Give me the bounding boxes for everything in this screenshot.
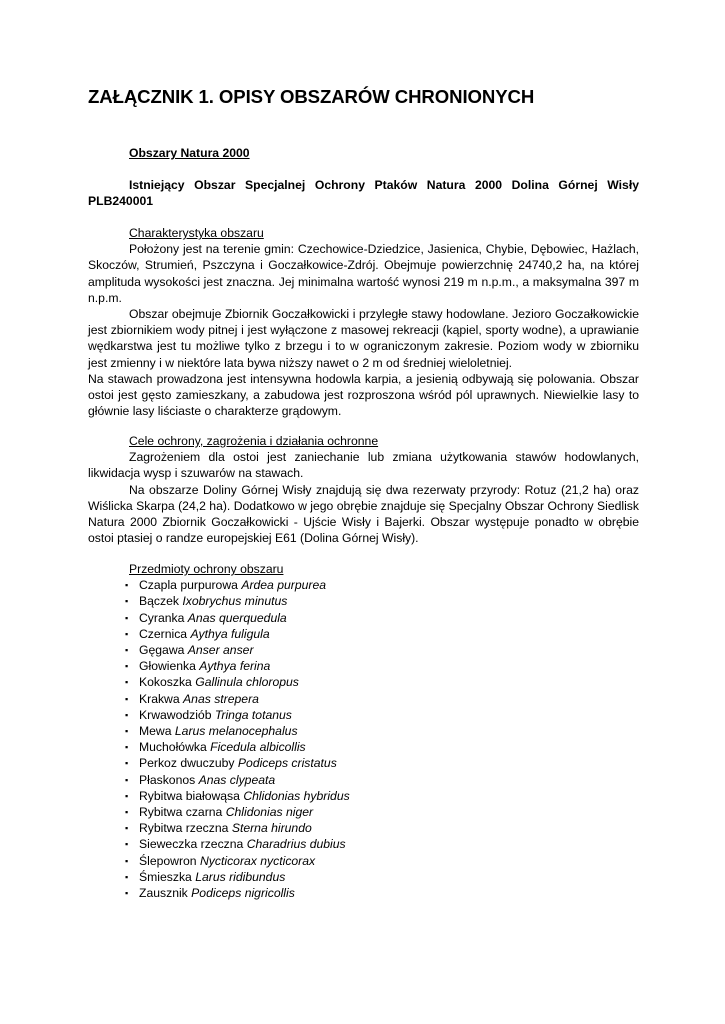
species-common-name: Gęgawa	[139, 643, 185, 658]
bullet-icon: ▪	[125, 774, 129, 785]
bullet-icon: ▪	[125, 871, 129, 882]
species-latin-name: Podiceps nigricollis	[191, 886, 295, 901]
bullet-icon: ▪	[125, 677, 129, 688]
species-item	[88, 788, 639, 804]
species-item	[88, 577, 639, 593]
species-item	[88, 707, 639, 723]
area-name-heading: Istniejący Obszar Specjalnej Ochrony Ptaków Natura 2000 Dolina Górnej Wisły PLB240001	[88, 178, 639, 209]
species-latin-name: Ardea purpurea	[241, 578, 327, 593]
species-item	[88, 755, 639, 771]
species-latin-name: Podiceps cristatus	[237, 756, 337, 771]
species-latin-name: Nycticorax nycticorax	[199, 853, 316, 868]
species-latin-name: Anas clypeata	[198, 772, 276, 787]
species-item	[88, 691, 639, 707]
species-common-name: Rybitwa rzeczna	[139, 821, 229, 836]
species-latin-name: Chlidonias niger	[225, 805, 314, 820]
species-item	[88, 723, 639, 739]
species-common-name: Rybitwa czarna	[139, 805, 223, 820]
species-item	[88, 593, 639, 609]
bullet-icon: ▪	[125, 709, 129, 720]
subjects-section	[88, 561, 639, 901]
page-title: ZAŁĄCZNIK 1. OPISY OBSZARÓW CHRONIONYCH	[88, 86, 535, 107]
species-latin-name: Chlidonias hybridus	[243, 788, 350, 803]
bullet-icon: ▪	[125, 580, 129, 591]
species-item	[88, 739, 639, 755]
bullet-icon: ▪	[125, 726, 129, 737]
species-latin-name: Tringa totanus	[214, 707, 292, 722]
species-common-name: Cyranka	[139, 610, 185, 625]
bullet-icon: ▪	[125, 645, 129, 656]
species-latin-name: Larus ridibundus	[195, 869, 286, 884]
species-item	[88, 820, 639, 836]
species-common-name: Ślepowron	[139, 853, 197, 868]
characteristics-paragraph: Obszar obejmuje Zbiornik Goczałkowicki i przyległe stawy hodowlane. Jezioro Goczałkowickie jest zbiornikiem wody pitnej i jest wyłączone z masowej rekreacji (kąpiel, sporty wodne), a uprawianie wędkarstwa jest tu możliwe tylko z brzegu i to w ograniczonym zakresie. Poziom wody w zbiorniku jest zmienny i w niektóre lata bywa niższy nawet o 2 m od średniej wieloletniej.	[88, 307, 639, 370]
goals-section	[88, 433, 639, 546]
bullet-icon: ▪	[125, 742, 129, 753]
species-common-name: Bączek	[139, 594, 179, 609]
characteristics-paragraph: Na stawach prowadzona jest intensywna hodowla karpia, a jesienią odbywają się polowania. Obszar ostoi jest gęsto zamieszkany, a zabudowa jest rozproszona wśród pól uprawnych. Niewielkie lasy to głównie lasy liściaste o charakterze grądowym.	[88, 371, 639, 419]
species-item	[88, 642, 639, 658]
species-common-name: Rybitwa białowąsa	[139, 788, 240, 803]
species-latin-name: Ficedula albicollis	[210, 740, 306, 755]
bullet-icon: ▪	[125, 855, 129, 866]
bullet-icon: ▪	[125, 693, 129, 704]
species-latin-name: Anas querquedula	[187, 610, 287, 625]
characteristics-paragraph: Położony jest na terenie gmin: Czechowice-Dziedzice, Jasienica, Chybie, Dębowiec, Hażlach, Skoczów, Strumień, Pszczyna i Goczałkowice-Zdrój. Obejmuje powierzchnię 24740,2 ha, na której amplituda wysokości jest znaczna. Jej minimalna wartość wynosi 219 m n.p.m., a maksymalna 397 m n.p.m.	[88, 242, 639, 305]
species-common-name: Muchołówka	[139, 740, 207, 755]
species-common-name: Śmieszka	[139, 869, 192, 884]
species-common-name: Perkoz dwuczuby	[139, 756, 235, 771]
species-common-name: Płaskonos	[139, 772, 196, 787]
species-item	[88, 658, 639, 674]
species-latin-name: Larus melanocephalus	[174, 724, 298, 739]
bullet-icon: ▪	[125, 661, 129, 672]
species-common-name: Mewa	[139, 724, 172, 739]
bullet-icon: ▪	[125, 823, 129, 834]
species-item	[88, 610, 639, 626]
species-latin-name: Ixobrychus minutus	[182, 594, 288, 609]
bullet-icon: ▪	[125, 807, 129, 818]
species-common-name: Kokoszka	[139, 675, 192, 690]
species-list	[88, 577, 639, 901]
species-common-name: Zausznik	[139, 886, 188, 901]
species-latin-name: Sterna hirundo	[231, 821, 312, 836]
bullet-icon: ▪	[125, 612, 129, 623]
bullet-icon: ▪	[125, 839, 129, 850]
species-item	[88, 674, 639, 690]
characteristics-heading: Charakterystyka obszaru	[129, 226, 264, 240]
species-common-name: Czapla purpurowa	[139, 578, 238, 593]
species-item	[88, 836, 639, 852]
bullet-icon: ▪	[125, 790, 129, 801]
subjects-heading: Przedmioty ochrony obszaru	[129, 562, 284, 576]
species-item	[88, 804, 639, 820]
species-common-name: Krakwa	[139, 691, 180, 706]
species-item	[88, 626, 639, 642]
species-item	[88, 853, 639, 869]
species-item	[88, 772, 639, 788]
species-latin-name: Aythya fuligula	[190, 626, 270, 641]
bullet-icon: ▪	[125, 596, 129, 607]
species-item	[88, 885, 639, 901]
species-common-name: Czernica	[139, 626, 188, 641]
goals-paragraph: Na obszarze Doliny Górnej Wisły znajdują się dwa rezerwaty przyrody: Rotuz (21,2 ha) oraz Wiślicka Skarpa (24,2 ha). Dodatkowo w jego obrębie znajduje się Specjalny Obszar Ochrony Siedlisk Natura 2000 Zbiornik Goczałkowicki - Ujście Wisły i Bajerki. Obszar występuje ponadto w obrębie ostoi ptasiej o randze europejskiej E61 (Dolina Górnej Wisły).	[88, 482, 639, 546]
species-latin-name: Aythya ferina	[199, 659, 271, 674]
species-latin-name: Charadrius dubius	[246, 837, 346, 852]
species-common-name: Sieweczka rzeczna	[139, 837, 244, 852]
bullet-icon: ▪	[125, 628, 129, 639]
species-latin-name: Anser anser	[187, 643, 254, 658]
species-item	[88, 869, 639, 885]
species-latin-name: Anas strepera	[183, 691, 259, 706]
section-heading: Obszary Natura 2000	[129, 146, 250, 160]
species-common-name: Głowienka	[139, 659, 196, 674]
bullet-icon: ▪	[125, 758, 129, 769]
species-latin-name: Gallinula chloropus	[195, 675, 299, 690]
goals-heading: Cele ochrony, zagrożenia i działania ochronne	[129, 434, 379, 448]
goals-paragraph: Zagrożeniem dla ostoi jest zaniechanie lub zmiana użytkowania stawów hodowlanych, likwidacja wysp i szuwarów na stawach.	[88, 450, 639, 481]
characteristics-section	[88, 225, 639, 419]
bullet-icon: ▪	[125, 888, 129, 899]
species-common-name: Krwawodziób	[139, 707, 212, 722]
